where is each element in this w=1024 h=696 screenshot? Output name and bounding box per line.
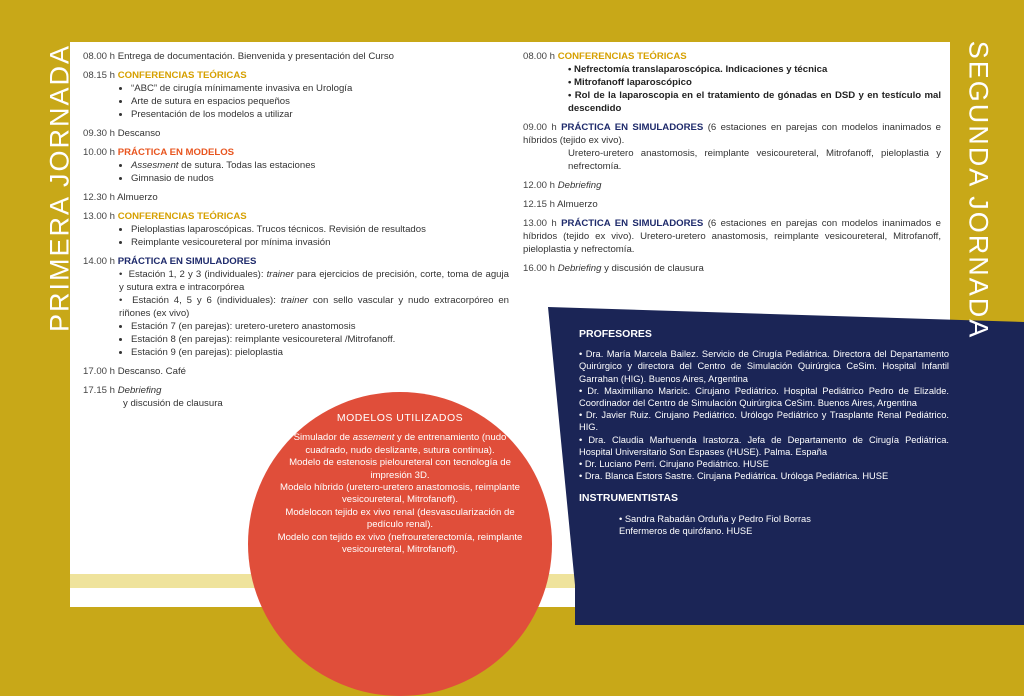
schedule-item: 12.15 h Almuerzo [523, 199, 598, 210]
model-item: Modelo con tejido ex vivo (nefroureterectomía, reimplante vesicoureteral, Mitrofanoff). [277, 531, 523, 556]
model-item: Modelo híbrido (uretero-uretero anastomosis, reimplante vesicoureteral, Mitrofanoff). [280, 482, 520, 506]
list-item: • Estación 1, 2 y 3 (individuales): trainer para ejercicios de precisión, corte, toma de aguja y sutura extra e intracorpórea [119, 269, 509, 293]
day1-schedule [83, 50, 513, 416]
list-item: • Assesment de sutura. Todas las estaciones [131, 159, 513, 172]
schedule-item: 12.30 h Almuerzo [83, 192, 158, 203]
schedule-item: 17.15 h Debriefing y discusión de clausura [83, 385, 223, 409]
list-item: • Gimnasio de nudos [131, 172, 513, 185]
professor-item: • Dra. Claudia Marhuenda Irastorza. Jefa de Departamento de Cirugía Pediátrica. Hospital Universitario Son Espases (HUSE). Palma. España [579, 434, 949, 457]
professors-section [579, 328, 949, 537]
list-item: • Reimplante vesicoureteral por mínima invasión [131, 236, 513, 249]
schedule-item: 13.00 h PRÁCTICA EN SIMULADORES (6 estaciones en parejas con modelos inanimados e híbridos (tejido ex vivo). Uretero-uretero anastomosis, reimplante vesicoureteral, Mitrofanoff, pieloplastia y nefrectomía. [523, 218, 941, 255]
list-item: • Presentación de los modelos a utilizar [131, 108, 513, 121]
list-item: • Mitrofanoff laparoscópico [568, 77, 692, 88]
schedule-item: 09.30 h Descanso [83, 128, 161, 139]
list-item: • Rol de la laparoscopia en el tratamiento de gónadas en DSD y en testículo mal descendido [568, 90, 941, 114]
professor-item: • Dr. Maximiliano Maricic. Cirujano Pediátrico. Hospital Pediátrico Pedro de Elizalde. Coordinador del Centro de Simulación Quirúrgica CeSim. Buenos Aires, Argentina [579, 385, 949, 409]
instrumentist-role: Enfermeros de quirófano. HUSE [619, 525, 753, 536]
primera-jornada-label: PRIMERA JORNADA [44, 43, 75, 333]
model-item: Modelo de estenosis pieloureteral con tecnología de impresión 3D. [289, 457, 511, 481]
schedule-item: 10.00 h PRÁCTICA EN MODELOS • Assesment de sutura. Todas las estaciones • Gimnasio de nudos [83, 146, 513, 185]
list-item: • Estación 8 (en parejas): reimplante vesicoureteral /Mitrofanoff. [131, 333, 513, 346]
schedule-item: 17.00 h Descanso. Café [83, 366, 186, 377]
model-item: Simulador de assement y de entrenamiento (nudo cuadrado, nudo deslizante, sutura continua). [293, 432, 507, 456]
professor-item: • Dr. Javier Ruiz. Cirujano Pediátrico. Urólogo Pediátrico y Trasplante Renal Pediátrico. HIG. [579, 410, 949, 433]
list-item: • Estación 9 (en parejas): pieloplastia [131, 346, 513, 359]
schedule-item: 08.00 h CONFERENCIAS TEÓRICAS • Nefrectomía translaparoscópica. Indicaciones y técnica • Mitrofanoff laparoscópico • Rol de la laparoscopia en el tratamiento de gónadas en DSD y en testículo mal descendido [523, 51, 941, 114]
schedule-item: 14.00 h PRÁCTICA EN SIMULADORES • Estación 1, 2 y 3 (individuales): trainer para ejercicios de precisión, corte, toma de aguja y sutura extra e intracorpórea • Estación 4, 5 y 6 (individuales): trainer con sello vascular y nudo extracorpóreo en riñones (ex vivo) • Estación 7 (en parejas): uretero-uretero anastomosis • Estación 8 (en parejas): reimplante vesicoureteral /Mitrofanoff. • Estación 9 (en parejas): pieloplastia [83, 255, 513, 359]
professor-item: • Dr. Luciano Perri. Cirujano Pediátrico. HUSE [579, 459, 769, 470]
day2-schedule [523, 50, 941, 281]
schedule-item: 16.00 h Debriefing y discusión de clausura [523, 263, 704, 274]
schedule-item: 12.00 h Debriefing [523, 180, 602, 191]
list-item: • Pieloplastias laparoscópicas. Trucos técnicos. Revisión de resultados [131, 223, 513, 236]
instrumentist-item: • Sandra Rabadán Orduña y Pedro Fiol Borras [619, 513, 811, 524]
list-item: • Estación 7 (en parejas): uretero-uretero anastomosis [131, 320, 513, 333]
list-item: • Arte de sutura en espacios pequeños [131, 95, 513, 108]
professors-title: PROFESORES [579, 328, 652, 340]
list-item: • Estación 4, 5 y 6 (individuales): trainer con sello vascular y nudo extracorpóreo en riñones (ex vivo) [119, 295, 509, 319]
schedule-item: 09.00 h PRÁCTICA EN SIMULADORES (6 estaciones en parejas con modelos inanimados e híbridos (tejido ex vivo). Uretero-uretero anastomosis, reimplante vesicoureteral, Mitrofanoff, pieloplastia y nefrectomía. [523, 122, 941, 172]
models-text [272, 412, 528, 556]
schedule-item: 08.15 h CONFERENCIAS TEÓRICAS • “ABC” de cirugía mínimamente invasiva en Urología • Arte de sutura en espacios pequeños • Presentación de los modelos a utilizar [83, 69, 513, 121]
segunda-jornada-label: SEGUNDA JORNADA [963, 40, 994, 340]
list-item: • Nefrectomía translaparoscópica. Indicaciones y técnica [568, 64, 828, 75]
professor-item: • Dra. Blanca Estors Sastre. Cirujana Pediátrica. Uróloga Pediátrica. HUSE [579, 471, 889, 482]
professor-item: • Dra. María Marcela Bailez. Servicio de Cirugía Pediátrica. Directora del Departamento Quirúrgico y directora del Centro de Simulación Quirúrgica CeSim. Hospital Infantil Garrahan (HIG). Buenos Aires, Argentina [579, 349, 949, 384]
models-title: MODELOS UTILIZADOS [336, 412, 464, 424]
schedule-item: 08.00 h Entrega de documentación. Bienvenida y presentación del Curso [83, 51, 394, 62]
instrumentists-title: INSTRUMENTISTAS [579, 492, 678, 505]
list-item: • “ABC” de cirugía mínimamente invasiva en Urología [131, 82, 513, 95]
model-item: Modelocon tejido ex vivo renal (desvascularización de pedículo renal). [285, 506, 515, 531]
schedule-item: 13.00 h CONFERENCIAS TEÓRICAS • Pieloplastias laparoscópicas. Trucos técnicos. Revisión de resultados • Reimplante vesicoureteral por mínima invasión [83, 210, 513, 249]
